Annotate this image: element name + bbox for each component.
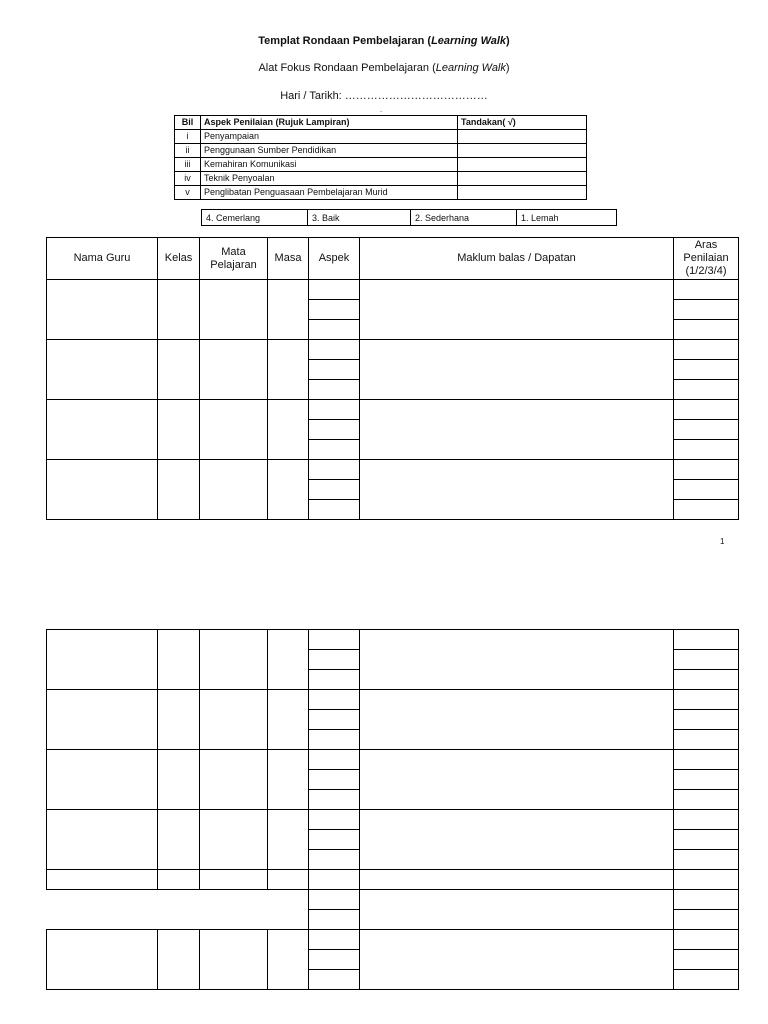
- masa-header: Masa: [268, 238, 309, 280]
- aspek-row: [175, 144, 587, 158]
- aras-cell[interactable]: [674, 830, 739, 850]
- tandakan-cell[interactable]: [458, 172, 587, 186]
- aspek-cell[interactable]: [309, 710, 360, 730]
- mata-pelajaran-cell[interactable]: [200, 340, 268, 400]
- nama-guru-cell[interactable]: [47, 460, 158, 520]
- bil-cell: ii: [175, 144, 201, 158]
- tandakan-cell[interactable]: [458, 186, 587, 200]
- aspek-cell[interactable]: [309, 690, 360, 710]
- aras-cell[interactable]: [674, 750, 739, 770]
- masa-cell[interactable]: [268, 870, 309, 890]
- aras-cell[interactable]: [674, 710, 739, 730]
- aras-cell[interactable]: [674, 400, 739, 420]
- bil-cell: iii: [175, 158, 201, 172]
- aspek-row: [175, 158, 587, 172]
- mata-pelajaran-cell[interactable]: [200, 630, 268, 690]
- aras-cell[interactable]: [674, 670, 739, 690]
- aspek-cell[interactable]: [309, 950, 360, 970]
- aspek-cell[interactable]: [309, 280, 360, 300]
- bil-cell: iv: [175, 172, 201, 186]
- aspek-cell[interactable]: [309, 500, 360, 520]
- teacher-block: [47, 280, 739, 340]
- observation-header-row: [47, 238, 739, 280]
- aspek-cell[interactable]: [309, 890, 360, 910]
- observation-table-page-2: [46, 629, 739, 990]
- separator-row: [47, 870, 739, 890]
- aspek-cell[interactable]: [309, 360, 360, 380]
- tandakan-cell[interactable]: [458, 144, 587, 158]
- page-number: 1: [720, 537, 725, 546]
- aspek-cell: Penyampaian: [201, 130, 458, 144]
- aspek-cell[interactable]: [309, 830, 360, 850]
- kelas-header: Kelas: [158, 238, 200, 280]
- mata-pelajaran-cell[interactable]: [200, 280, 268, 340]
- aspek-cell[interactable]: [309, 670, 360, 690]
- aspek-cell: Penglibatan Penguasaan Pembelajaran Murid: [201, 186, 458, 200]
- nama-guru-header: Nama Guru: [47, 238, 158, 280]
- nama-guru-cell[interactable]: [47, 630, 158, 690]
- nama-guru-cell[interactable]: [47, 810, 158, 870]
- maklum-balas-cell[interactable]: [360, 400, 674, 460]
- nama-guru-cell[interactable]: [47, 750, 158, 810]
- aras-cell[interactable]: [674, 930, 739, 950]
- masa-cell[interactable]: [268, 400, 309, 460]
- aspek-cell[interactable]: [309, 790, 360, 810]
- kelas-cell[interactable]: [158, 340, 200, 400]
- mata-pelajaran-cell[interactable]: [200, 870, 268, 890]
- aspek-cell[interactable]: [309, 460, 360, 480]
- aspek-cell[interactable]: [309, 970, 360, 990]
- scale-sederhana: 2. Sederhana: [411, 210, 517, 226]
- masa-cell[interactable]: [268, 750, 309, 810]
- aspek-cell[interactable]: [309, 320, 360, 340]
- page-subtitle: Alat Fokus Rondaan Pembelajaran (Learning Walk): [258, 62, 510, 74]
- aras-cell[interactable]: [674, 810, 739, 830]
- aspek-cell[interactable]: [309, 730, 360, 750]
- masa-cell[interactable]: [268, 810, 309, 870]
- aspek-cell[interactable]: [309, 870, 360, 890]
- aspek-row: [175, 186, 587, 200]
- teacher-block: [47, 340, 739, 400]
- aras-cell[interactable]: [674, 280, 739, 300]
- kelas-cell[interactable]: [158, 630, 200, 690]
- maklum-balas-cell[interactable]: [360, 750, 674, 810]
- nama-guru-cell[interactable]: [47, 690, 158, 750]
- aspek-cell[interactable]: [309, 930, 360, 950]
- aras-cell[interactable]: [674, 950, 739, 970]
- aras-cell[interactable]: [674, 690, 739, 710]
- page-title: Templat Rondaan Pembelajaran (Learning Walk): [258, 35, 510, 47]
- teacher-block: [47, 460, 739, 520]
- aras-penilaian-header: Aras Penilaian (1/2/3/4): [674, 238, 739, 280]
- mata-pelajaran-cell[interactable]: [200, 400, 268, 460]
- tandakan-header: Tandakan( √): [458, 116, 587, 130]
- aras-cell[interactable]: [674, 300, 739, 320]
- aras-cell[interactable]: [674, 730, 739, 750]
- kelas-cell[interactable]: [158, 810, 200, 870]
- aras-cell[interactable]: [674, 320, 739, 340]
- kelas-cell[interactable]: [158, 870, 200, 890]
- masa-cell[interactable]: [268, 930, 309, 990]
- aspek-header: Aspek Penilaian (Rujuk Lampiran): [201, 116, 458, 130]
- bil-cell: i: [175, 130, 201, 144]
- mata-pelajaran-cell[interactable]: [200, 810, 268, 870]
- teacher-block: [47, 630, 739, 690]
- mata-pelajaran-header: Mata Pelajaran: [200, 238, 268, 280]
- rating-scale: [201, 209, 617, 226]
- aspek-cell: Teknik Penyoalan: [201, 172, 458, 186]
- aspek-cell[interactable]: [309, 400, 360, 420]
- merged-blank-cell: [47, 890, 309, 930]
- aspek-cell: Kemahiran Komunikasi: [201, 158, 458, 172]
- aspek-cell[interactable]: [309, 910, 360, 930]
- maklum-balas-cell[interactable]: [360, 460, 674, 520]
- aspek-cell[interactable]: [309, 810, 360, 830]
- tandakan-cell[interactable]: [458, 158, 587, 172]
- masa-cell[interactable]: [268, 690, 309, 750]
- teacher-block: [47, 750, 739, 810]
- maklum-balas-cell[interactable]: [360, 690, 674, 750]
- aras-cell[interactable]: [674, 870, 739, 890]
- aras-cell[interactable]: [674, 970, 739, 990]
- tandakan-cell[interactable]: [458, 130, 587, 144]
- masa-cell[interactable]: [268, 460, 309, 520]
- scale-baik: 3. Baik: [308, 210, 411, 226]
- aspek-cell[interactable]: [309, 630, 360, 650]
- teacher-block: [47, 930, 739, 990]
- mata-pelajaran-cell[interactable]: [200, 460, 268, 520]
- aras-cell[interactable]: [674, 910, 739, 930]
- mata-pelajaran-cell[interactable]: [200, 690, 268, 750]
- aras-cell[interactable]: [674, 630, 739, 650]
- aspek-cell[interactable]: [309, 770, 360, 790]
- aras-cell[interactable]: [674, 340, 739, 360]
- aspek-cell[interactable]: [309, 750, 360, 770]
- kelas-cell[interactable]: [158, 690, 200, 750]
- aras-cell[interactable]: [674, 360, 739, 380]
- mata-pelajaran-cell[interactable]: [200, 750, 268, 810]
- aras-cell[interactable]: [674, 460, 739, 480]
- aras-cell[interactable]: [674, 890, 739, 910]
- kelas-cell[interactable]: [158, 930, 200, 990]
- nama-guru-cell[interactable]: [47, 930, 158, 990]
- aspek-cell[interactable]: [309, 420, 360, 440]
- scale-lemah: 1. Lemah: [517, 210, 617, 226]
- aspek-cell[interactable]: [309, 300, 360, 320]
- kelas-cell[interactable]: [158, 400, 200, 460]
- masa-cell[interactable]: [268, 340, 309, 400]
- aras-cell[interactable]: [674, 790, 739, 810]
- aspek-table: [174, 115, 587, 200]
- maklum-balas-header: Maklum balas / Dapatan: [360, 238, 674, 280]
- dot-mark: .: [380, 105, 383, 114]
- aras-cell[interactable]: [674, 850, 739, 870]
- kelas-cell[interactable]: [158, 750, 200, 810]
- aspek-cell[interactable]: [309, 480, 360, 500]
- teacher-block: [47, 810, 739, 870]
- teacher-block: [47, 690, 739, 750]
- aras-cell[interactable]: [674, 420, 739, 440]
- maklum-balas-cell[interactable]: [360, 810, 674, 870]
- aras-cell[interactable]: [674, 380, 739, 400]
- mata-pelajaran-cell[interactable]: [200, 930, 268, 990]
- masa-cell[interactable]: [268, 630, 309, 690]
- merged-block: [47, 890, 739, 930]
- nama-guru-cell[interactable]: [47, 400, 158, 460]
- aspek-cell[interactable]: [309, 850, 360, 870]
- bil-header: Bil: [175, 116, 201, 130]
- aspek-cell[interactable]: [309, 340, 360, 360]
- aspek-cell[interactable]: [309, 440, 360, 460]
- aspek-cell[interactable]: [309, 650, 360, 670]
- nama-guru-cell[interactable]: [47, 870, 158, 890]
- aras-cell[interactable]: [674, 770, 739, 790]
- date-field[interactable]: Hari / Tarikh: …………………………………: [280, 90, 488, 102]
- teacher-block: [47, 400, 739, 460]
- maklum-balas-cell[interactable]: [360, 280, 674, 340]
- maklum-balas-cell[interactable]: [360, 890, 674, 930]
- maklum-balas-cell[interactable]: [360, 630, 674, 690]
- aspek-cell[interactable]: [309, 380, 360, 400]
- nama-guru-cell[interactable]: [47, 340, 158, 400]
- aras-cell[interactable]: [674, 440, 739, 460]
- aspek-row: [175, 130, 587, 144]
- aras-cell[interactable]: [674, 500, 739, 520]
- aras-cell[interactable]: [674, 650, 739, 670]
- aras-cell[interactable]: [674, 480, 739, 500]
- observation-table-page-1: [46, 237, 739, 520]
- masa-cell[interactable]: [268, 280, 309, 340]
- kelas-cell[interactable]: [158, 280, 200, 340]
- aspek-header: Aspek: [309, 238, 360, 280]
- aspek-header-row: [175, 116, 587, 130]
- aspek-cell: Penggunaan Sumber Pendidikan: [201, 144, 458, 158]
- scale-cemerlang: 4. Cemerlang: [202, 210, 308, 226]
- bil-cell: v: [175, 186, 201, 200]
- aspek-row: [175, 172, 587, 186]
- kelas-cell[interactable]: [158, 460, 200, 520]
- maklum-balas-cell[interactable]: [360, 870, 674, 890]
- nama-guru-cell[interactable]: [47, 280, 158, 340]
- maklum-balas-cell[interactable]: [360, 340, 674, 400]
- maklum-balas-cell[interactable]: [360, 930, 674, 990]
